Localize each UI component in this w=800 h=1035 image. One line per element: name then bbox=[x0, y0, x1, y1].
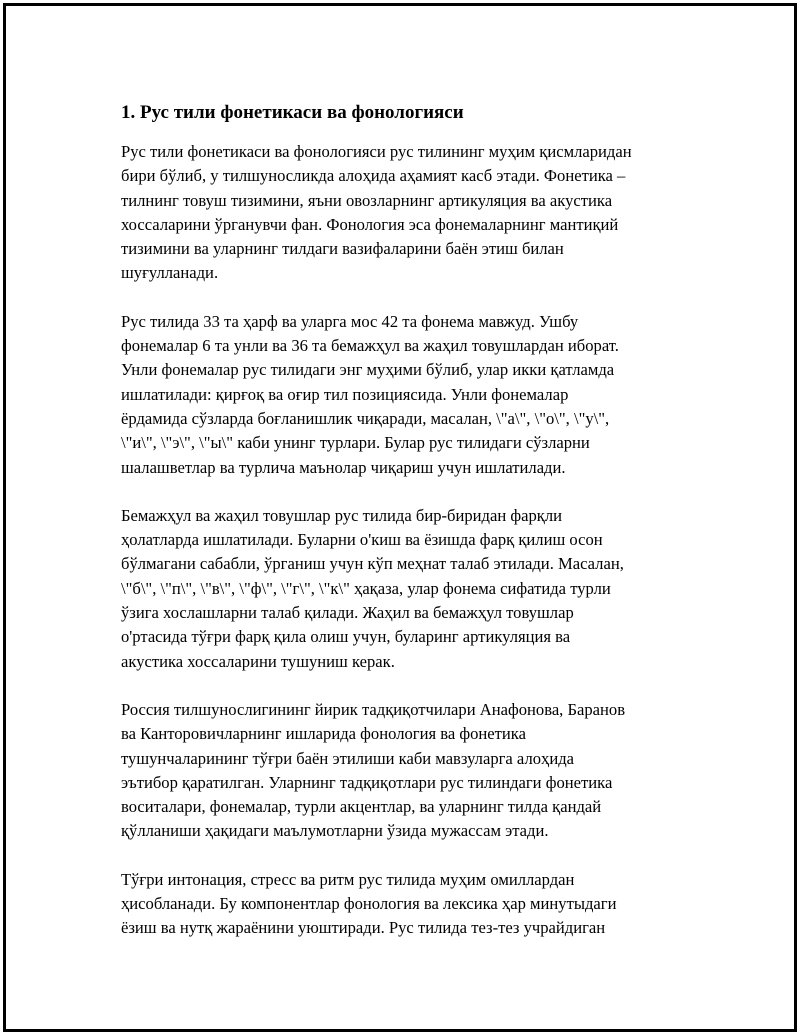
text-line: қўлланиши ҳақидаги маълумотларни ўзида мужассам этади. bbox=[121, 821, 549, 841]
text-line: \"и\", \"э\", \"ы\" каби унинг турлари. Булар рус тилидаги сўзларни bbox=[121, 433, 590, 453]
text-line: шуғулланади. bbox=[121, 263, 219, 283]
text-line: воситалари, фонемалар, турли акцентлар, ва уларнинг тилда қандай bbox=[121, 797, 602, 817]
paragraph-2 bbox=[121, 310, 686, 480]
text-line: ва Канторовичларнинг ишларида фонология ва фонетика bbox=[121, 724, 526, 744]
text-line: Рус тилида 33 та ҳарф ва уларга мос 42 та фонема мавжуд. Ушбу bbox=[121, 311, 579, 331]
text-line: \"б\", \"п\", \"в\", \"ф\", \"г\", \"к\" ҳақаза, улар фонема сифатида турли bbox=[121, 578, 611, 598]
text-line: ҳолатларда ишлатилади. Буларни o'киш ва ёзишда фарқ қилиш осон bbox=[121, 530, 603, 550]
text-line: Тўғри интонация, стресс ва ритм рус тилида муҳим омиллардан bbox=[121, 869, 575, 889]
text-line: ҳисобланади. Бу компонентлар фонология ва лексика ҳар минутыдаги bbox=[121, 894, 617, 914]
text-line: ёрдамида сўзларда боғланишлик чиқаради, масалан, \"а\", \"о\", \"у\", bbox=[121, 408, 610, 428]
text-line: бўлмагани сабабли, ўрганиш учун кўп меҳнат талаб этилади. Масалан, bbox=[121, 554, 624, 574]
text-line: Унли фонемалар рус тилидаги энг муҳими бўлиб, улар икки қатламда bbox=[121, 360, 615, 380]
text-line: эътибор қаратилган. Уларнинг тадқиқотлари рус тилиндаги фонетика bbox=[121, 772, 613, 792]
text-line: Россия тилшунослигининг йирик тадқиқотчилари Анафонова, Баранов bbox=[121, 699, 626, 719]
text-line: ишлатилади: қирғоқ ва оғир тил позициясида. Унли фонемалар bbox=[121, 384, 569, 404]
text-line: Бемажҳул ва жаҳил товушлар рус тилида бир-биридан фарқли bbox=[121, 505, 562, 525]
text-line: тилнинг товуш тизимини, яъни овозларнинг артикуляция ва акустика bbox=[121, 190, 613, 210]
paragraph-1 bbox=[121, 140, 686, 286]
text-line: o'ртасида тўғри фарқ қила олиш учун, буларинг артикуляция ва bbox=[121, 627, 571, 647]
section-heading: 1. Рус тили фонетикаси ва фонологияси bbox=[121, 102, 464, 123]
paragraph-3 bbox=[121, 504, 686, 674]
text-line: тизимини ва уларнинг тилдаги вазифаларини баён этиш билан bbox=[121, 239, 564, 259]
text-line: тушунчаларининг тўғри баён этилиши каби мавзуларга алоҳида bbox=[121, 748, 575, 768]
text-line: акустика хоссаларини тушуниш керак. bbox=[121, 651, 395, 671]
text-line: ёзиш ва нутқ жараёнини уюштиради. Рус тилида тез-тез учрайдиган bbox=[121, 918, 606, 938]
text-line: фонемалар 6 та унли ва 36 та бемажҳул ва жаҳил товушлардан иборат. bbox=[121, 336, 619, 356]
text-line: Рус тили фонетикаси ва фонологияси рус тилининг муҳим қисмларидан bbox=[121, 142, 632, 161]
text-line: бири бўлиб, у тилшуносликда алоҳида аҳамият касб этади. Фонетика – bbox=[121, 166, 626, 186]
page-frame bbox=[3, 3, 797, 1032]
text-line: ўзига хослашларни талаб қилади. Жаҳил ва бемажҳул товушлар bbox=[121, 603, 574, 623]
text-line: шалашветлар ва турлича маънолар чиқариш учун ишлатилади. bbox=[121, 457, 566, 477]
paragraph-5 bbox=[121, 868, 686, 941]
paragraph-4 bbox=[121, 698, 686, 844]
text-line: хоссаларини ўрганувчи фан. Фонология эса фонемаларнинг мантиқий bbox=[121, 214, 619, 234]
document-body bbox=[121, 101, 686, 965]
